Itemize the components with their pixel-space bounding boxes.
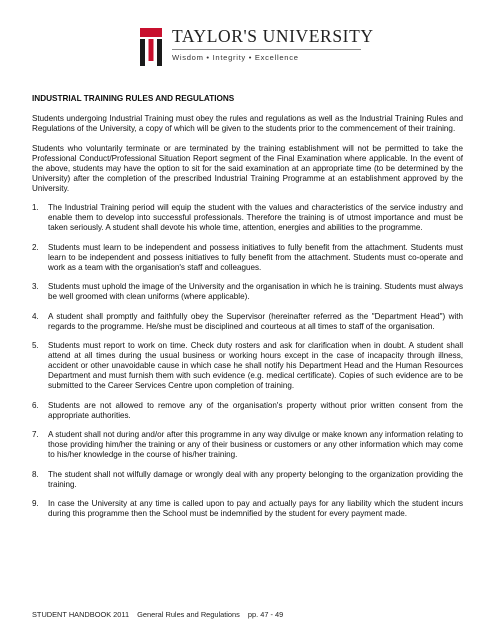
rule-number: 7. (32, 430, 39, 439)
rule-number: 4. (32, 311, 39, 321)
header-divider (172, 49, 361, 50)
rule-text: A student shall not during and/or after this programme in any way divulge or make known any information relating to those providing him/her the training or any of their business or customers or any other information which may come to his/her knowledge in the course of his/her training. (48, 430, 463, 459)
rule-text: Students must report to work on time. Check duty rosters and ask for clarification when in doubt. A student shall attend at all times during the usual business or working hours except in the case of incapacity through illness, accident or other unavoidable cause in which case he shall notify his Department Head and the Human Resources Department and must furnish them with such evidence (e.g. medical certificate). Copies of such evidence are to be submitted to the Career Services Centre upon completion of training. (48, 341, 463, 390)
rule-text: A student shall promptly and faithfully obey the Supervisor (hereinafter referred as the "Department Head") with regards to the programme. He/she must be disciplined and courteous at all times to staff of the organisation. (48, 311, 463, 331)
footer-handbook: STUDENT HANDBOOK 2011 (32, 610, 130, 619)
university-name: TAYLOR'S UNIVERSITY (172, 26, 374, 46)
rule-text: The student shall not wilfully damage or wrongly deal with any property belonging to the organization providing the training. (48, 469, 463, 489)
rule-item (32, 243, 463, 273)
rule-item (32, 312, 463, 332)
university-header (140, 22, 374, 70)
rule-item (32, 499, 463, 519)
rule-number: 1. (32, 203, 39, 212)
intro-paragraph: Students undergoing Industrial Training must obey the rules and regulations as well as the Industrial Training Rules and Regulations of the University, a copy of which will be given to the students prior to the commencement of their training. (32, 114, 463, 133)
page-footer (32, 610, 289, 619)
rule-item (32, 203, 463, 233)
rule-item (32, 282, 463, 302)
footer-pages: pp. 47 - 49 (247, 610, 284, 619)
rule-number: 2. (32, 242, 39, 252)
rule-text: In case the University at any time is called upon to pay and actually pays for any liability which the student incurs during this programme then the School must be indemnified by the student for every payment made. (48, 499, 463, 518)
intro-paragraph: Students who voluntarily terminate or are terminated by the training establishment will not be permitted to take the Professional Conduct/Professional Situation Report segment of the Final Examination where applicable. In the event of the above, students may have the option to sit for the said examination at an appropriate time (to be determined by the University) after the completion of the prescribed Industrial Training Programme at an establishment approved by the University. (32, 143, 463, 193)
rule-item (32, 341, 463, 391)
rule-number: 6. (32, 400, 39, 410)
taylors-shield-icon (140, 28, 162, 66)
rule-item (32, 430, 463, 460)
rule-number: 5. (32, 341, 39, 350)
document-body (32, 94, 463, 529)
footer-section: General Rules and Regulations (137, 610, 240, 619)
rule-number: 8. (32, 469, 39, 479)
rule-number: 9. (32, 499, 39, 508)
rule-text: Students must uphold the image of the University and the organisation in which he is training. Students must always be well groomed with clean uniforms (where applicable). (48, 282, 463, 301)
university-tagline: Wisdom • Integrity • Excellence (172, 53, 299, 62)
rule-text: Students are not allowed to remove any of the organisation's property without prior written consent from the appropriate authorities. (48, 400, 463, 420)
rule-number: 3. (32, 282, 39, 291)
rule-item (32, 401, 463, 421)
rule-item (32, 470, 463, 490)
rule-text: Students must learn to be independent and possess initiatives to fully benefit from the attachment. Students must learn to be independent and possess initiatives to fully benefit from the attachment. Students must co-operate and work as a team with the organisation's staff and colleagues. (48, 242, 463, 272)
rules-list (32, 203, 463, 519)
document-heading: INDUSTRIAL TRAINING RULES AND REGULATIONS (32, 94, 235, 103)
rule-text: The Industrial Training period will equip the student with the values and characteristics of the service industry and enable them to develop into successful professionals. Therefore the training is of utmost importance and must be taken seriously. A student shall devote his whole time, attention, energies and abilities to the programme. (48, 203, 463, 232)
